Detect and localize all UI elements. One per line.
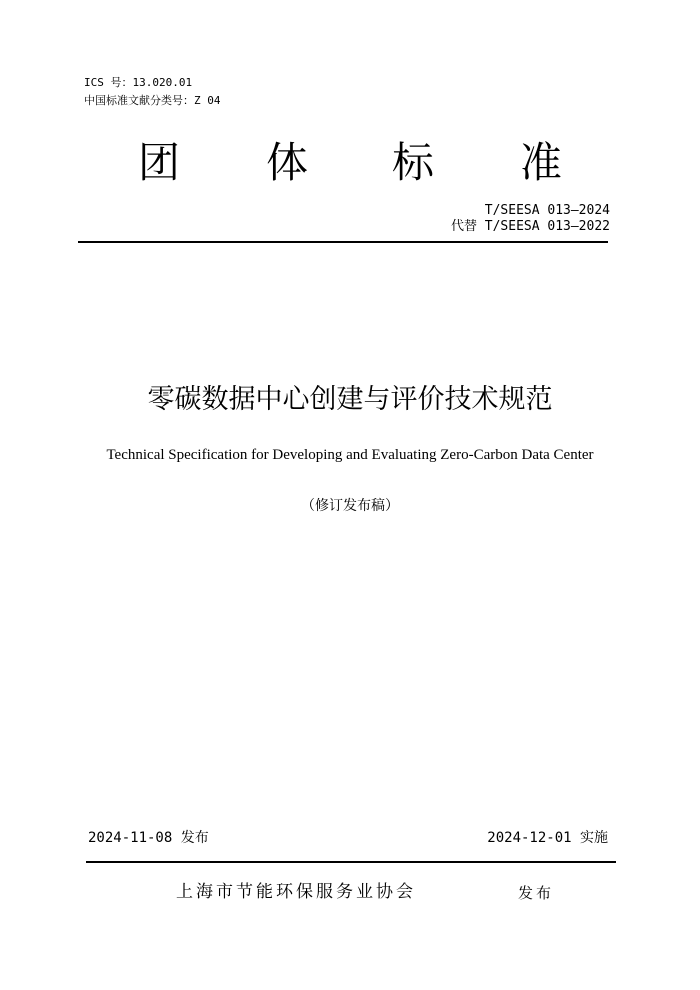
ccs-classification: 中国标准文献分类号：Z 04: [84, 94, 221, 107]
publish-date: 2024-11-08 发布: [88, 830, 209, 846]
effective-date: 2024-12-01 实施: [487, 830, 608, 846]
publisher-name: 上海市节能环保服务业协会: [176, 882, 416, 902]
ics-number: ICS 号：13.020.01: [84, 76, 193, 89]
document-title-en: Technical Specification for Developing and Evaluating Zero-Carbon Data Center: [106, 447, 594, 463]
publish-label: 发布: [518, 884, 555, 902]
header-divider: [78, 241, 608, 243]
document-type-heading: [138, 138, 578, 188]
doc-type-char-3: 标: [392, 138, 435, 187]
doc-type-char-1: 团: [138, 138, 181, 187]
standard-code: T/SEESA 013—2024: [484, 203, 610, 218]
footer-divider: [86, 861, 616, 863]
replaced-standard-code: 代替 T/SEESA 013—2022: [450, 219, 610, 234]
document-title-zh: 零碳数据中心创建与评价技术规范: [147, 384, 553, 415]
doc-type-char-4: 准: [520, 138, 563, 187]
draft-status-note: （修订发布稿）: [301, 498, 399, 514]
doc-type-char-2: 体: [266, 138, 309, 187]
